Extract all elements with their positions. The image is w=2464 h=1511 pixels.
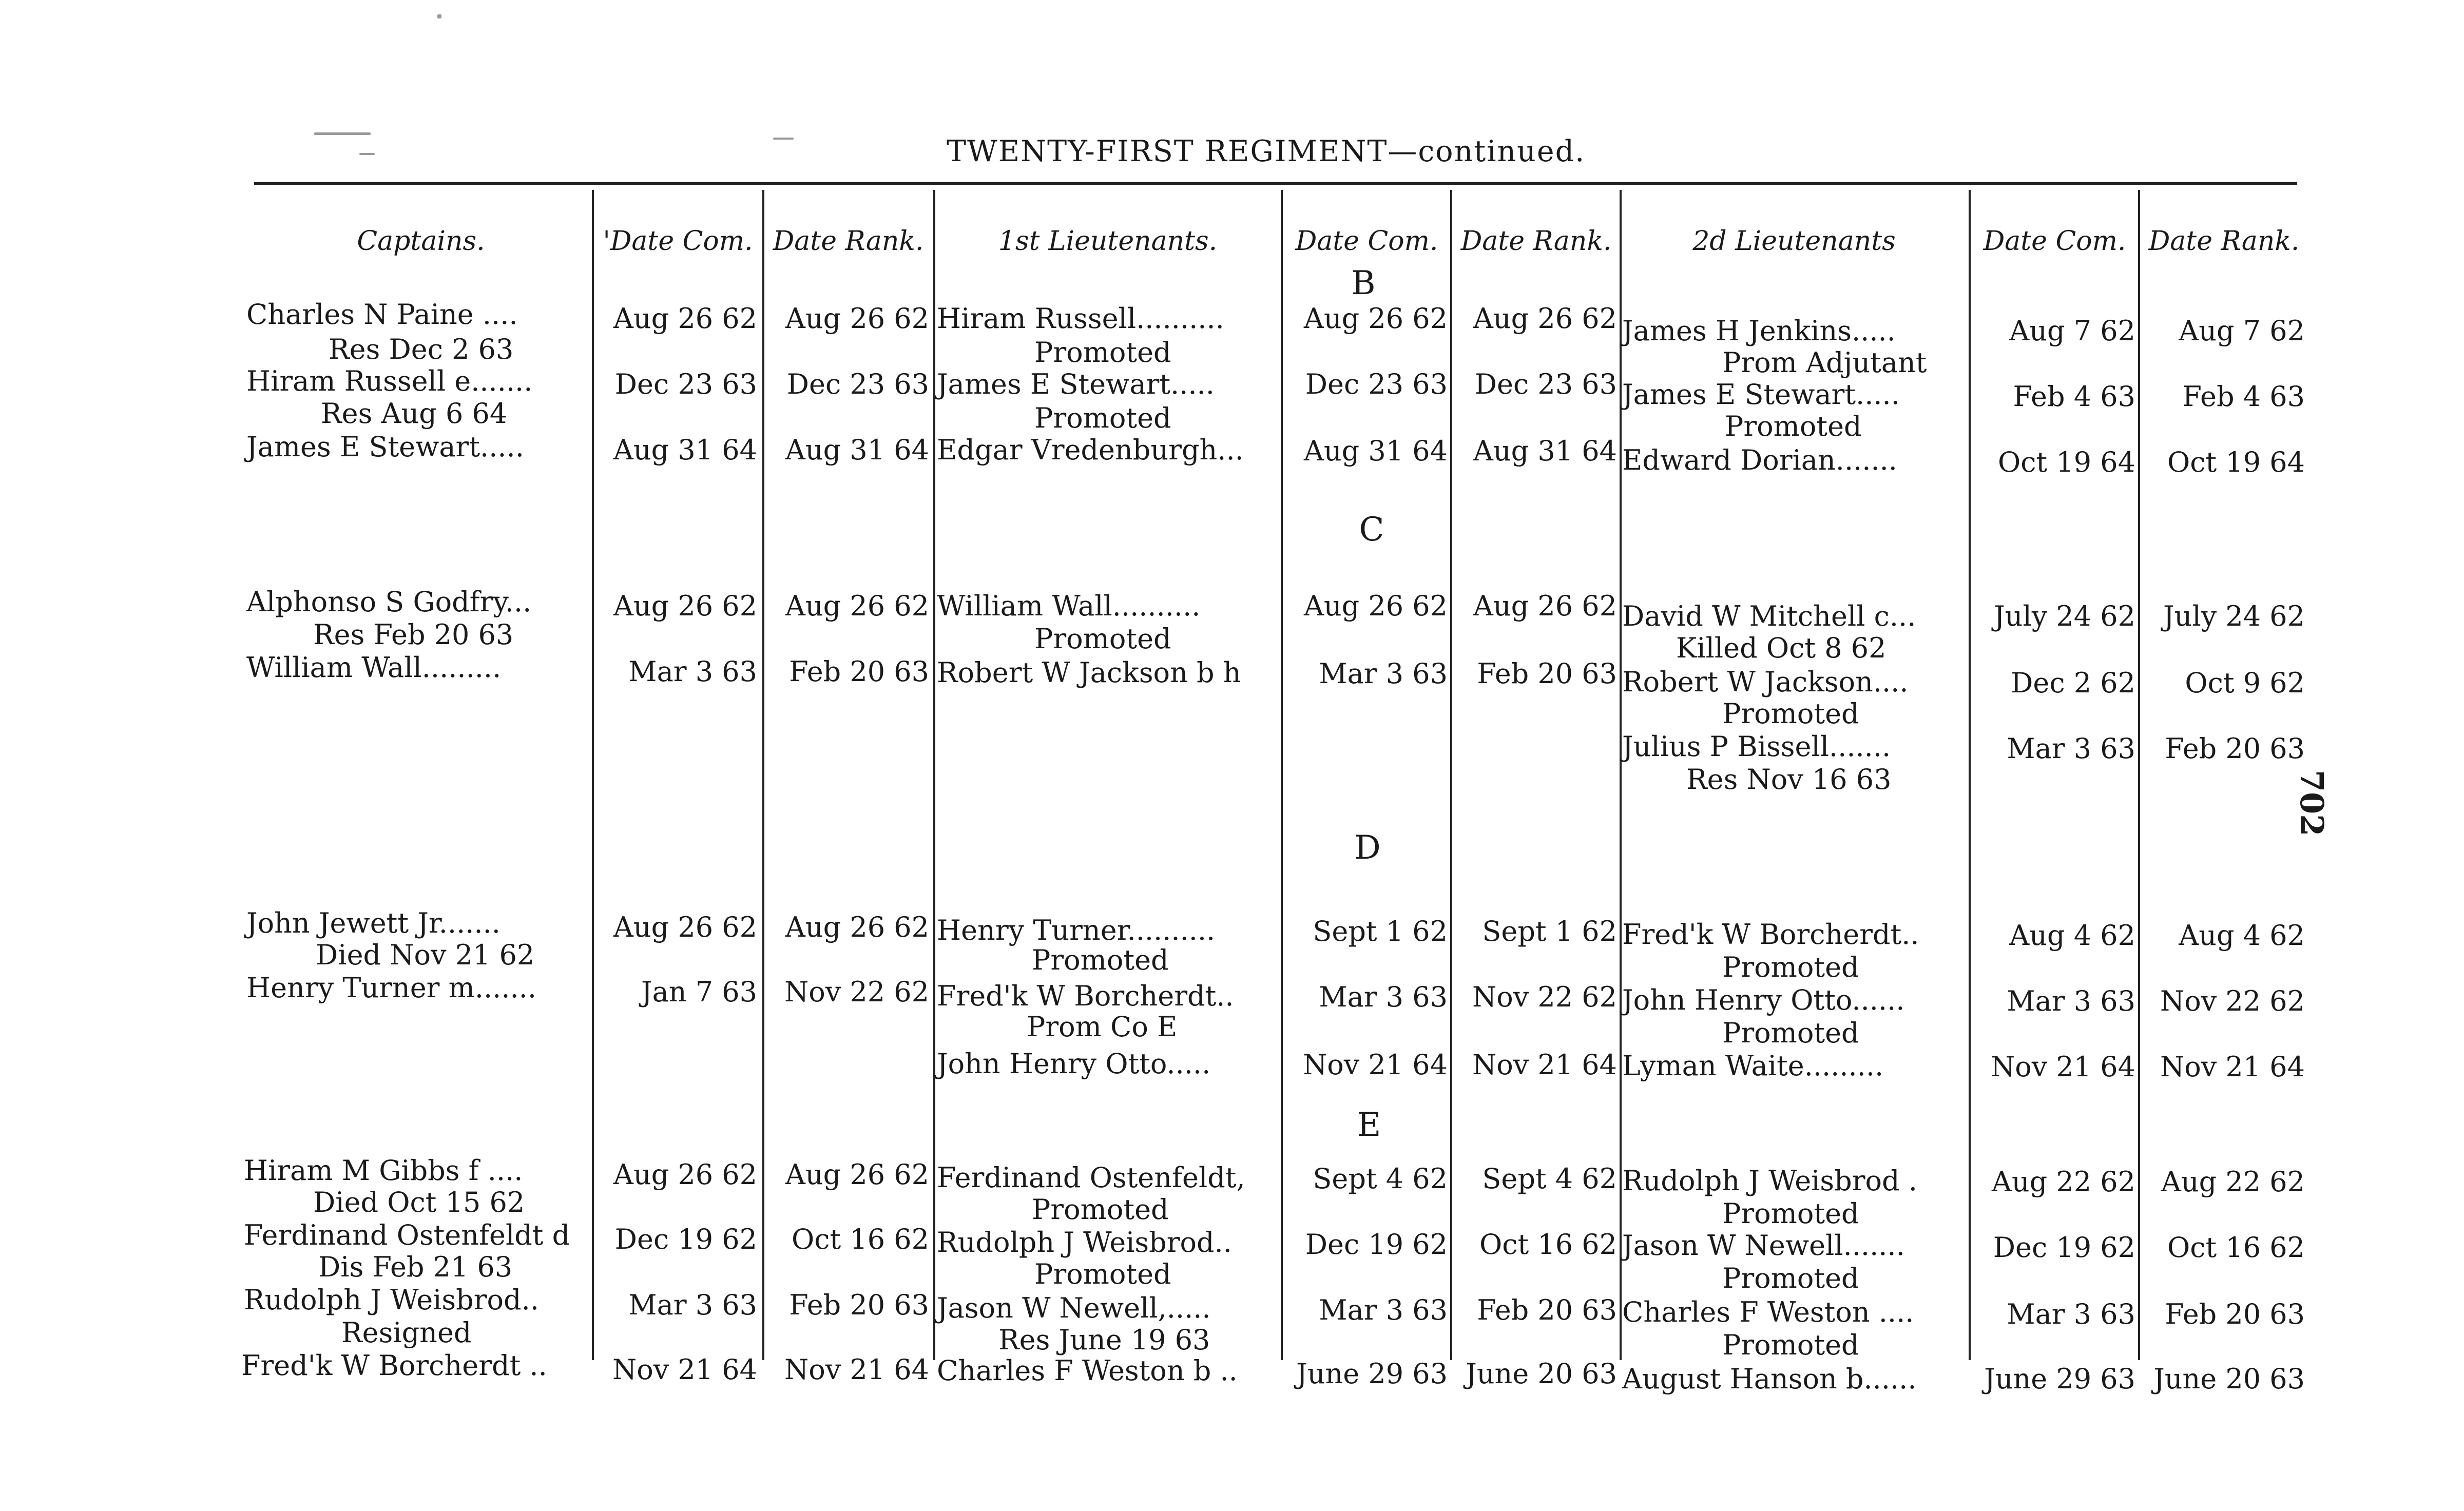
second-lt-date-com: Aug 22 62 <box>1991 1166 2135 1198</box>
print-speck <box>437 14 441 18</box>
first-lt-note: Promoted <box>1032 1193 1169 1226</box>
first-lt-date-com: Mar 3 63 <box>1319 1294 1448 1326</box>
captain-date-com: Jan 7 63 <box>641 976 757 1008</box>
header-rule <box>254 182 2297 185</box>
company-letter-b: B <box>1351 264 1376 302</box>
first-lt-name: John Henry Otto..... <box>937 1048 1211 1080</box>
first-lt-date-rank: Nov 22 62 <box>1472 981 1617 1013</box>
second-lt-name: August Hanson b...... <box>1622 1363 1917 1395</box>
second-lt-date-rank: Nov 22 62 <box>2160 985 2305 1017</box>
captain-date-com: Dec 19 62 <box>614 1223 757 1255</box>
header-first-lieutenants: 1st Lieutenants. <box>998 226 1218 257</box>
second-lt-date-com: Mar 3 63 <box>2007 985 2135 1017</box>
second-lt-note: Killed Oct 8 62 <box>1676 632 1886 664</box>
second-lt-date-com: Dec 2 62 <box>2011 667 2135 699</box>
column-rule <box>1620 190 1622 1360</box>
first-lt-note: Prom Co E <box>1027 1011 1178 1043</box>
second-lt-note: Promoted <box>1722 1197 1859 1230</box>
first-lt-name: Henry Turner.......... <box>937 914 1216 946</box>
second-lt-date-rank: Feb 4 63 <box>2182 380 2305 413</box>
first-lt-name: James E Stewart..... <box>937 368 1215 400</box>
captain-date-com: Dec 23 63 <box>614 368 757 400</box>
second-lt-name: Robert W Jackson.... <box>1622 666 1909 698</box>
captain-note: Res Aug 6 64 <box>321 397 508 430</box>
captain-date-rank: Feb 20 63 <box>789 655 929 688</box>
captain-date-com: Nov 21 64 <box>612 1353 757 1386</box>
first-lt-date-rank: Sept 4 62 <box>1482 1163 1617 1195</box>
print-speck <box>773 138 794 140</box>
captain-date-rank: Aug 26 62 <box>785 302 929 335</box>
second-lt-date-rank: Oct 9 62 <box>2185 667 2305 699</box>
captain-note: Died Oct 15 62 <box>313 1186 525 1218</box>
first-lt-date-rank: Sept 1 62 <box>1482 915 1617 947</box>
second-lt-date-rank: June 20 63 <box>2153 1363 2305 1395</box>
second-lt-date-rank: July 24 62 <box>2163 600 2305 632</box>
first-lt-date-com: Aug 26 62 <box>1303 590 1448 622</box>
captain-name: Alphonso S Godfry... <box>246 586 532 618</box>
first-lt-date-rank: Oct 16 62 <box>1479 1228 1617 1261</box>
second-lt-name: Rudolph J Weisbrod . <box>1622 1165 1917 1197</box>
second-lt-date-rank: Nov 21 64 <box>2160 1051 2305 1083</box>
second-lt-name: John Henry Otto...... <box>1622 984 1905 1016</box>
captain-date-rank: Aug 26 62 <box>785 911 929 943</box>
second-lt-note: Promoted <box>1722 1329 1859 1361</box>
second-lt-date-rank: Oct 16 62 <box>2167 1231 2305 1264</box>
first-lt-date-rank: Feb 20 63 <box>1477 1294 1617 1326</box>
captain-note: Res Dec 2 63 <box>329 333 514 365</box>
second-lt-name: James E Stewart..... <box>1622 378 1900 411</box>
first-lt-date-com: Nov 21 64 <box>1302 1049 1448 1081</box>
captain-name: John Jewett Jr....... <box>246 907 500 939</box>
print-speck <box>359 153 375 155</box>
second-lt-date-com: Feb 4 63 <box>2013 380 2135 413</box>
captain-date-com: Aug 26 62 <box>613 302 757 335</box>
second-lt-name: Jason W Newell....... <box>1622 1229 1905 1262</box>
captain-date-rank: Nov 21 64 <box>784 1353 929 1386</box>
second-lt-date-rank: Aug 7 62 <box>2179 315 2305 347</box>
header-captains: Captains. <box>357 226 485 257</box>
captain-date-com: Aug 26 62 <box>613 1158 757 1191</box>
first-lt-name: Ferdinand Ostenfeldt, <box>937 1161 1245 1194</box>
first-lt-name: Hiram Russell.......... <box>937 302 1224 335</box>
captain-date-rank: Nov 22 62 <box>784 976 929 1008</box>
captain-date-rank: Aug 26 62 <box>785 590 929 622</box>
header-date-rank-1: Date Rank. <box>773 226 924 257</box>
first-lt-name: Charles F Weston b .. <box>937 1354 1238 1387</box>
captain-name: Fred'k W Borcherdt .. <box>241 1349 547 1382</box>
first-lt-date-rank: Aug 26 62 <box>1473 302 1617 335</box>
first-lt-date-com: Mar 3 63 <box>1319 981 1448 1013</box>
captain-date-rank: Feb 20 63 <box>789 1289 929 1321</box>
header-date-rank-3: Date Rank. <box>2148 226 2300 257</box>
second-lt-date-com: Aug 7 62 <box>2009 315 2135 347</box>
captain-note: Res Feb 20 63 <box>313 618 514 651</box>
captain-note: Died Nov 21 62 <box>316 939 535 971</box>
page-number: 702 <box>2293 770 2331 837</box>
captain-note: Resigned <box>341 1316 472 1349</box>
first-lt-note: Promoted <box>1034 402 1171 434</box>
second-lt-note: Promoted <box>1722 951 1859 983</box>
second-lt-name: Julius P Bissell....... <box>1622 730 1891 763</box>
print-speck <box>314 132 371 135</box>
second-lt-note: Promoted <box>1722 1017 1859 1049</box>
captain-date-com: Mar 3 63 <box>628 1289 757 1321</box>
first-lt-date-com: Sept 4 62 <box>1313 1163 1448 1195</box>
header-date-com-1: 'Date Com. <box>603 226 753 257</box>
column-rule <box>1969 190 1971 1360</box>
captain-date-com: Aug 31 64 <box>613 434 757 466</box>
second-lt-note: Prom Adjutant <box>1722 346 1927 379</box>
second-lt-note: Promoted <box>1725 410 1862 442</box>
second-lt-name: James H Jenkins..... <box>1622 315 1896 347</box>
first-lt-date-rank: Dec 23 63 <box>1474 368 1617 400</box>
first-lt-note: Promoted <box>1034 623 1171 655</box>
first-lt-name: Jason W Newell,..... <box>937 1292 1211 1324</box>
first-lt-note: Promoted <box>1032 944 1169 976</box>
first-lt-date-rank: June 20 63 <box>1466 1358 1617 1390</box>
captain-name: Rudolph J Weisbrod.. <box>244 1284 539 1316</box>
second-lt-note: Res Nov 16 63 <box>1686 763 1892 796</box>
first-lt-note: Res June 19 63 <box>998 1324 1210 1356</box>
column-rule <box>1450 190 1452 1360</box>
second-lt-date-com: Mar 3 63 <box>2007 1298 2135 1330</box>
first-lt-date-com: Dec 23 63 <box>1305 368 1448 400</box>
second-lt-date-com: Oct 19 64 <box>1998 446 2135 478</box>
second-lt-date-rank: Aug 4 62 <box>2179 919 2305 952</box>
captain-date-com: Aug 26 62 <box>613 911 757 943</box>
first-lt-date-rank: Nov 21 64 <box>1472 1049 1617 1081</box>
column-rule <box>592 190 594 1360</box>
captain-name: Hiram Russell e....... <box>246 365 533 397</box>
captain-date-rank: Oct 16 62 <box>792 1223 929 1255</box>
column-rule <box>762 190 764 1360</box>
captain-date-rank: Dec 23 63 <box>786 368 929 400</box>
first-lt-date-rank: Aug 26 62 <box>1473 590 1617 622</box>
second-lt-date-rank: Feb 20 63 <box>2165 1298 2305 1330</box>
second-lt-date-com: Nov 21 64 <box>1990 1051 2135 1083</box>
column-rule <box>933 190 935 1360</box>
captain-date-com: Mar 3 63 <box>628 655 757 688</box>
first-lt-date-com: Sept 1 62 <box>1313 915 1448 947</box>
header-date-com-3: Date Com. <box>1983 226 2126 257</box>
page-title: TWENTY-FIRST REGIMENT—continued. <box>947 134 1586 168</box>
first-lt-date-rank: Aug 31 64 <box>1473 435 1617 467</box>
second-lt-name: Edward Dorian....... <box>1622 444 1897 476</box>
first-lt-date-com: Aug 26 62 <box>1303 302 1448 335</box>
captain-name: Ferdinand Ostenfeldt d <box>244 1219 570 1251</box>
second-lt-date-com: Mar 3 63 <box>2007 732 2135 765</box>
second-lt-date-rank: Aug 22 62 <box>2161 1166 2305 1198</box>
first-lt-date-com: June 29 63 <box>1296 1358 1448 1390</box>
second-lt-date-rank: Feb 20 63 <box>2165 732 2305 765</box>
header-date-rank-2: Date Rank. <box>1460 226 1612 257</box>
second-lt-name: Charles F Weston .... <box>1622 1296 1914 1328</box>
header-second-lieutenants: 2d Lieutenants <box>1692 226 1896 257</box>
first-lt-name: William Wall.......... <box>937 590 1201 622</box>
second-lt-note: Promoted <box>1722 698 1859 730</box>
first-lt-name: Rudolph J Weisbrod.. <box>937 1226 1232 1258</box>
captain-name: Charles N Paine .... <box>246 298 518 331</box>
first-lt-date-com: Mar 3 63 <box>1319 657 1448 690</box>
captain-name: James E Stewart..... <box>246 431 524 463</box>
second-lt-date-com: Dec 19 62 <box>1993 1231 2135 1264</box>
captain-name: William Wall......... <box>246 651 502 684</box>
captain-name: Henry Turner m....... <box>246 972 536 1004</box>
captain-date-rank: Aug 26 62 <box>785 1158 929 1191</box>
first-lt-date-com: Dec 19 62 <box>1305 1228 1448 1261</box>
first-lt-date-com: Aug 31 64 <box>1303 435 1448 467</box>
captain-date-com: Aug 26 62 <box>613 590 757 622</box>
second-lt-name: Fred'k W Borcherdt.. <box>1622 918 1919 951</box>
first-lt-name: Edgar Vredenburgh... <box>937 434 1244 466</box>
company-letter-d: D <box>1354 829 1381 867</box>
first-lt-note: Promoted <box>1034 1258 1171 1290</box>
second-lt-date-com: June 29 63 <box>1984 1363 2135 1395</box>
second-lt-date-com: July 24 62 <box>1994 600 2135 632</box>
column-rule <box>2138 190 2140 1360</box>
header-date-com-2: Date Com. <box>1295 226 1438 257</box>
second-lt-note: Promoted <box>1722 1262 1859 1294</box>
captain-name: Hiram M Gibbs f .... <box>244 1154 523 1187</box>
first-lt-name: Robert W Jackson b h <box>937 656 1241 689</box>
second-lt-date-rank: Oct 19 64 <box>2167 446 2305 478</box>
captain-date-rank: Aug 31 64 <box>785 434 929 466</box>
second-lt-name: Lyman Waite......... <box>1622 1050 1884 1082</box>
first-lt-name: Fred'k W Borcherdt.. <box>937 980 1234 1012</box>
first-lt-note: Promoted <box>1034 336 1171 369</box>
first-lt-date-rank: Feb 20 63 <box>1477 657 1617 690</box>
second-lt-name: David W Mitchell c... <box>1622 600 1916 632</box>
company-letter-e: E <box>1357 1106 1381 1144</box>
captain-note: Dis Feb 21 63 <box>318 1251 513 1283</box>
second-lt-date-com: Aug 4 62 <box>2009 919 2135 952</box>
company-letter-c: C <box>1359 511 1384 549</box>
column-rule <box>1281 190 1283 1360</box>
